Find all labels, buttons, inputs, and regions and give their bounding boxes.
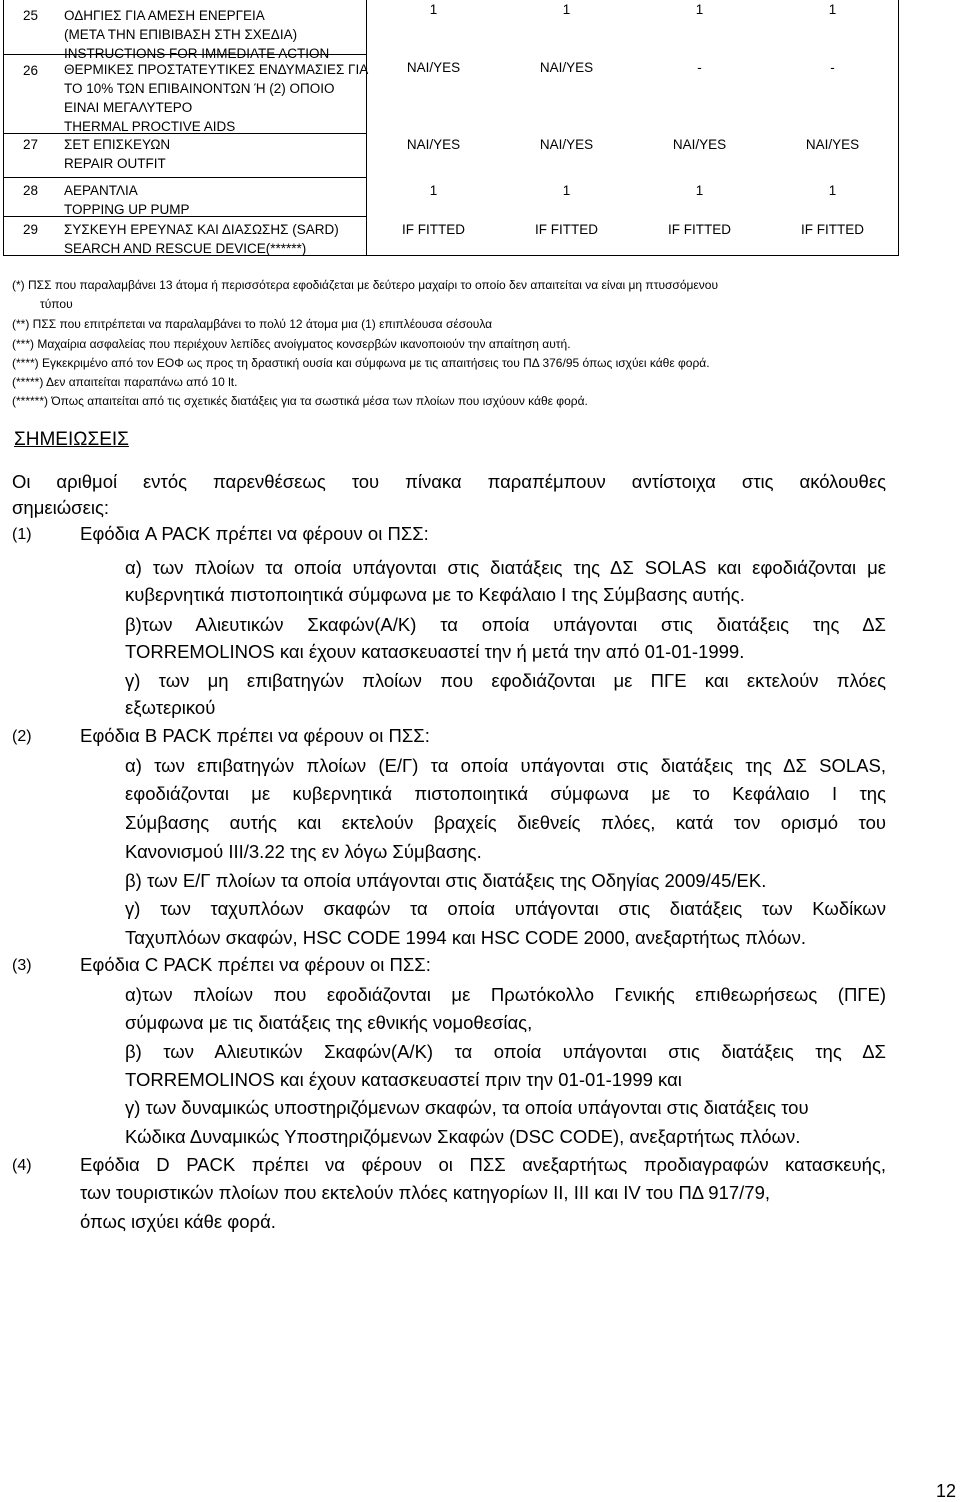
values-row xyxy=(367,220,898,240)
footnote: (******) Όπως απαιτείται από τις σχετικές διατάξεις για τα σωστικά μέσα των πλοίων που ισχύουν κάθε φορά. xyxy=(12,394,588,408)
footnote: (****) Εγκεκριμένο από τον ΕΟΦ ως προς τη δραστική ουσία και σύμφωνα με τις απαιτήσεις του ΠΔ 376/95 όπως ισχύει κάθε φορά. xyxy=(12,356,710,370)
note-1-b: β)των Αλιευτικών Σκαφών(Α/Κ) τα οποία υπάγονται στις διατάξεις της ΔΣ xyxy=(125,614,886,635)
value-cell: IF FITTED xyxy=(801,222,864,237)
note-1-a: α) των πλοίων τα οποία υπάγονται στις διατάξεις της ΔΣ SOLAS και εφοδιάζονται με xyxy=(125,557,886,578)
note-2-b: β) των Ε/Γ πλοίων τα οποία υπάγονται στις διατάξεις της Οδηγίας 2009/45/ΕΚ. xyxy=(125,870,767,891)
value-cell: ΝΑΙ/YES xyxy=(539,60,594,75)
row-number: 26 xyxy=(23,63,39,78)
footnote: (**) ΠΣΣ που επιτρέπεται να παραλαμβάνει το πολύ 12 άτομα μια (1) επιπλέουσα σέσουλα xyxy=(12,317,493,331)
row-number: 29 xyxy=(23,222,39,237)
note-3-c: γ) των δυναμικώς υποστηριζόμενων σκαφών, τα οποία υπάγονται στις διατάξεις του xyxy=(125,1097,809,1118)
page-number: 12 xyxy=(936,1481,957,1501)
value-cell: ΝΑΙ/YES xyxy=(539,137,594,152)
note-2-a-cont: Σύμβασης αυτής και εκτελούν βραχείς διεθνείς πλόες, κατά τον ορισμό του xyxy=(125,812,886,833)
row-number: 27 xyxy=(23,137,39,152)
note-2-title: Εφόδια B PACK πρέπει να φέρουν οι ΠΣΣ: xyxy=(80,725,430,746)
table-row xyxy=(4,0,367,61)
row-description: ΣΕΤ ΕΠΙΣΚΕΥΩΝ REPAIR OUTFIT xyxy=(64,137,171,171)
value-cell: ΝΑΙ/YES xyxy=(672,137,727,152)
note-1-b-cont: TORREMOLINOS και έχουν κατασκευαστεί την ή μετά την από 01-01-1999. xyxy=(125,641,745,662)
note-2-a: α) των επιβατηγών πλοίων (Ε/Γ) τα οποία υπάγονται στις διατάξεις της ΔΣ SOLAS, xyxy=(125,755,886,776)
value-cell: ΝΑΙ/YES xyxy=(406,60,461,75)
note-1-c: γ) των μη επιβατηγών πλοίων που εφοδιάζονται με ΠΓΕ και εκτελούν πλόες xyxy=(125,670,886,691)
note-1-a-cont: κυβερνητικά πιστοποιητικά σύμφωνα με το Κεφάλαιο Ι της Σύμβασης αυτής. xyxy=(125,584,745,605)
value-cell: 1 xyxy=(429,2,438,17)
note-4: Εφόδια D PACK πρέπει να φέρουν οι ΠΣΣ ανεξαρτήτως προδιαγραφών κατασκευής, xyxy=(80,1154,886,1175)
row-number: 28 xyxy=(23,183,39,198)
value-cell: IF FITTED xyxy=(402,222,465,237)
equipment-table xyxy=(3,0,899,256)
notes-intro-cont: σημειώσεις: xyxy=(12,497,109,518)
row-description: ΑΕΡΑΝΤΛΙΑ TOPPING UP PUMP xyxy=(64,183,190,217)
values-row xyxy=(367,58,898,78)
table-row xyxy=(4,178,367,217)
note-3-a-cont: σύμφωνα με τις διατάξεις της εθνικής νομοθεσίας, xyxy=(125,1012,533,1033)
note-2-c: γ) των ταχυπλόων σκαφών τα οποία υπάγονται στις διατάξεις των Κωδίκων xyxy=(125,898,886,919)
note-2-a-cont: εφοδιάζονται με κυβερνητικά πιστοποιητικά σύμφωνα με το Κεφάλαιο Ι της xyxy=(125,783,886,804)
table-row xyxy=(4,217,367,255)
row-description: ΣΥΣΚΕΥΗ ΕΡΕΥΝΑΣ ΚΑΙ ΔΙΑΣΩΣΗΣ (SARD) SEARCH AND RESCUE DEVICE(******) xyxy=(64,222,339,256)
value-cell: IF FITTED xyxy=(668,222,731,237)
value-cell: 1 xyxy=(695,183,704,198)
note-3-b-cont: TORREMOLINOS και έχουν κατασκευαστεί πριν την 01-01-1999 και xyxy=(125,1069,682,1090)
value-cell: ΝΑΙ/YES xyxy=(805,137,860,152)
row-number: 25 xyxy=(23,8,39,23)
table-values-column xyxy=(367,0,899,256)
value-cell: ΝΑΙ/YES xyxy=(406,137,461,152)
table-row xyxy=(4,134,367,178)
table-row xyxy=(4,55,367,134)
note-3-label: (3) xyxy=(12,957,32,974)
values-row xyxy=(367,181,898,201)
value-cell: 1 xyxy=(429,183,438,198)
row-description: ΟΔΗΓΙΕΣ ΓΙΑ ΑΜΕΣΗ ΕΝΕΡΓΕΙΑ (ΜΕΤΑ ΤΗΝ ΕΠΙΒΙΒΑΣΗ ΣΤΗ ΣΧΕΔΙΑ) INSTRUCTIONS FOR IMMEDIATE ACTION xyxy=(64,8,330,61)
note-1-c-cont: εξωτερικού xyxy=(125,697,216,718)
note-4-cont: όπως ισχύει κάθε φορά. xyxy=(80,1211,276,1232)
footnote: (*) ΠΣΣ που παραλαμβάνει 13 άτομα ή περισσότερα εφοδιάζεται με δεύτερο μαχαίρι το οποίο δεν απαιτείται να είναι μη πτυσσόμενου xyxy=(12,278,719,292)
footnote-continuation: τύπου xyxy=(40,297,73,311)
values-row xyxy=(367,135,898,155)
note-3-title: Εφόδια C PACK πρέπει να φέρουν οι ΠΣΣ: xyxy=(80,954,431,975)
value-cell: 1 xyxy=(562,2,571,17)
value-cell: - xyxy=(697,60,702,75)
table-description-column xyxy=(3,0,367,256)
footnote: (***) Μαχαίρια ασφαλείας που περιέχουν λεπίδες ανοίγματος κονσερβών ικανοποιούν την απαίτηση αυτή. xyxy=(12,337,571,351)
footnote: (*****) Δεν απαιτείται παραπάνω από 10 lt. xyxy=(12,375,238,389)
note-4-cont: των τουριστικών πλοίων που εκτελούν πλόες κατηγορίων ΙΙ, ΙΙΙ και IV του ΠΔ 917/79, xyxy=(80,1182,771,1203)
notes-intro: Οι αριθμοί εντός παρενθέσεως του πίνακα παραπέμπουν αντίστοιχα στις ακόλουθες xyxy=(12,471,886,492)
note-1-title: Εφόδια A PACK πρέπει να φέρουν οι ΠΣΣ: xyxy=(80,523,429,544)
note-1-label: (1) xyxy=(12,526,32,543)
notes-heading: ΣΗΜΕΙΩΣΕΙΣ xyxy=(14,429,129,450)
value-cell: 1 xyxy=(695,2,704,17)
values-row xyxy=(367,0,898,20)
note-4-label: (4) xyxy=(12,1157,32,1174)
note-3-a: α)των πλοίων που εφοδιάζονται με Πρωτόκολλο Γενικής επιθεωρήσεως (ΠΓΕ) xyxy=(125,984,886,1005)
value-cell: - xyxy=(830,60,835,75)
note-3-b: β) των Αλιευτικών Σκαφών(Α/Κ) τα οποία υπάγονται στις διατάξεις της ΔΣ xyxy=(125,1041,886,1062)
value-cell: 1 xyxy=(828,2,837,17)
row-description: ΘΕΡΜΙΚΕΣ ΠΡΟΣΤΑΤΕΥΤΙΚΕΣ ΕΝΔΥΜΑΣΙΕΣ ΓΙΑ ΤΟ 10% ΤΩΝ ΕΠΙΒΑΙΝΟΝΤΩΝ Ή (2) ΟΠΟΙΟ ΕΙΝΑΙ ΜΕΓΑΛΥΤΕΡΟ THERMAL PROCTIVE AIDS xyxy=(64,62,369,134)
note-2-label: (2) xyxy=(12,728,32,745)
note-3-c-cont: Κώδικα Δυναμικώς Υποστηριζόμενων Σκαφών (DSC CODE), ανεξαρτήτως πλόων. xyxy=(125,1126,801,1147)
note-2-c-cont: Ταχυπλόων σκαφών, HSC CODE 1994 και HSC CODE 2000, ανεξαρτήτως πλόων. xyxy=(125,927,806,948)
value-cell: 1 xyxy=(828,183,837,198)
value-cell: 1 xyxy=(562,183,571,198)
note-2-a-cont: Κανονισμού ΙΙΙ/3.22 της εν λόγω Σύμβασης. xyxy=(125,841,482,862)
value-cell: IF FITTED xyxy=(535,222,598,237)
